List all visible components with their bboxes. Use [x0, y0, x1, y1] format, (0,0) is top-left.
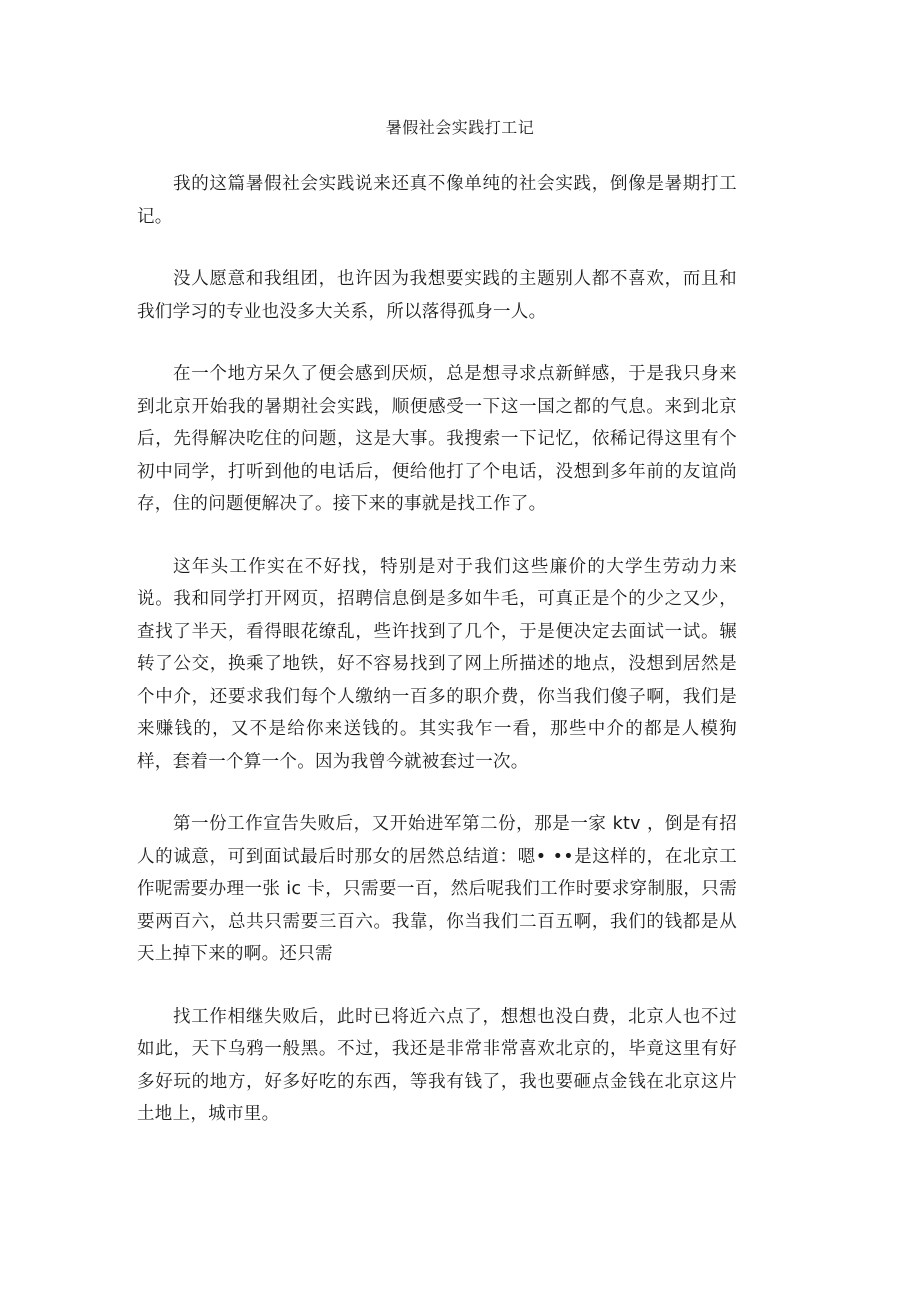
- paragraph: 第一份工作宣告失败后，又开始进军第二份，那是一家 ktv ，倒是有招人的诚意，可到面试最后时那女的居然总结道：嗯• ••是这样的，在北京工作呢需要办理一张 ic 卡，只需要一百，然后呢我们工作时要求穿制服，只需要两百六，总共只需要三百六。我靠，你当我们二百五啊，我们的钱都是从天上掉下来的啊。还只需: [137, 814, 737, 964]
- paragraph: 我的这篇暑假社会实践说来还真不像单纯的社会实践，倒像是暑期打工记。: [137, 174, 737, 227]
- paragraph: 这年头工作实在不好找，特别是对于我们这些廉价的大学生劳动力来说。我和同学打开网页，招聘信息倒是多如牛毛，可真正是个的少之又少，查找了半天，看得眼花缭乱，些许找到了几个，于是便决定去面试一试。辗转了公交，换乘了地铁，好不容易找到了网上所描述的地点，没想到居然是个中介，还要求我们每个人缴纳一百多的职介费，你当我们傻子啊，我们是来赚钱的，又不是给你来送钱的。其实我乍一看，那些中介的都是人模狗样，套着一个算一个。因为我曾今就被套过一次。: [137, 556, 737, 772]
- document-title: 暑假社会实践打工记: [385, 118, 535, 137]
- document-body: [137, 168, 737, 1161]
- paragraph: 找工作相继失败后，此时已将近六点了，想想也没白费，北京人也不过如此，天下乌鸦一般黑。不过，我还是非常非常喜欢北京的，毕竟这里有好多好玩的地方，好多好吃的东西，等我有钱了，我也要砸点金钱在北京这片土地上，城市里。: [137, 1006, 737, 1124]
- paragraph: 没人愿意和我组团，也许因为我想要实践的主题别人都不喜欢，而且和我们学习的专业也没多大关系，所以落得孤身一人。: [137, 269, 737, 322]
- paragraph: 在一个地方呆久了便会感到厌烦，总是想寻求点新鲜感，于是我只身来到北京开始我的暑期社会实践，顺便感受一下这一国之都的气息。来到北京后，先得解决吃住的问题，这是大事。我搜索一下记忆，依稀记得这里有个初中同学，打听到他的电话后，便给他打了个电话，没想到多年前的友谊尚存，住的问题便解决了。接下来的事就是找工作了。: [137, 364, 737, 514]
